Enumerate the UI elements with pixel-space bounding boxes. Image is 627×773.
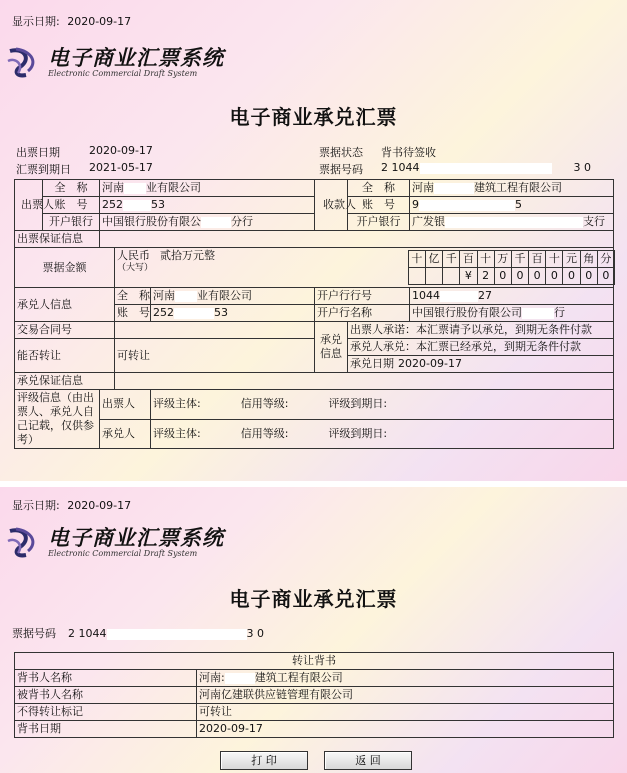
rating-row: 评级主体: 信用等级: 评级到期日: bbox=[151, 419, 614, 449]
accept-date: 承兑日期 2020-09-17 bbox=[348, 356, 614, 373]
drawer-bank-label: 开户银行 bbox=[43, 214, 100, 231]
endorser-name: 河南: 建筑工程有限公司 bbox=[197, 670, 614, 687]
payee-group-label: 收款人 bbox=[315, 180, 348, 231]
amount-digit-cell: ¥ bbox=[460, 268, 477, 285]
endorse-table bbox=[14, 652, 614, 738]
bill-no: 2 1044 3 0 bbox=[381, 161, 591, 174]
amount-unit-cell: 百 bbox=[529, 251, 546, 268]
rating-row: 评级主体: 信用等级: 评级到期日: bbox=[151, 390, 614, 420]
issue-date: 2020-09-17 bbox=[89, 144, 153, 157]
no-transfer-label: 不得转让标记 bbox=[15, 704, 197, 721]
ecds-logo bbox=[6, 45, 224, 81]
status-label: 票据状态 bbox=[319, 146, 363, 159]
amount-digit-cell: 0 bbox=[494, 268, 511, 285]
amount-digit-cell: 0 bbox=[511, 268, 528, 285]
transfer-label: 能否转让 bbox=[15, 339, 115, 373]
drawer-promise: 出票人承诺：本汇票请予以承兑，到期无条件付款 bbox=[348, 322, 614, 339]
drawer-guarantee-value bbox=[100, 231, 614, 248]
display-date: 显示日期: 2020-09-17 bbox=[12, 15, 132, 28]
amount-digit-cell bbox=[443, 268, 460, 285]
acceptor-name: 河南 业有限公司 bbox=[151, 288, 315, 305]
amount-unit-cell: 十 bbox=[477, 251, 494, 268]
drawer-name: 河南 业有限公司 bbox=[100, 180, 315, 197]
amount-unit-cell: 亿 bbox=[425, 251, 442, 268]
logo-cn-text: 电子商业汇票系统 bbox=[48, 525, 224, 550]
redaction-mask bbox=[420, 163, 552, 174]
issue-date-label: 出票日期 bbox=[16, 146, 60, 159]
print-button[interactable]: 打 印 bbox=[220, 751, 308, 770]
amount-digit-cell: 0 bbox=[546, 268, 563, 285]
amount-digit-cell: 0 bbox=[529, 268, 546, 285]
endorsement-panel bbox=[0, 487, 627, 773]
amount-unit-cell: 千 bbox=[443, 251, 460, 268]
endorser-label: 背书人名称 bbox=[15, 670, 197, 687]
logo-en-text: Electronic Commercial Draft System bbox=[48, 69, 198, 78]
acceptor-bank-no: 1044 27 bbox=[410, 288, 614, 305]
amount-unit-cell: 千 bbox=[511, 251, 528, 268]
endorse-bill-no: 票据号码 2 1044 3 0 bbox=[12, 627, 264, 640]
due-date: 2021-05-17 bbox=[89, 161, 153, 174]
acceptor-account-label: 账 号 bbox=[115, 305, 151, 322]
bill-title: 电子商业承兑汇票 bbox=[229, 105, 398, 129]
accept-info-label: 承兑信息 bbox=[315, 322, 348, 373]
amount-cell bbox=[115, 248, 614, 288]
drawer-guarantee-label: 出票保证信息 bbox=[15, 231, 100, 248]
status-value: 背书待签收 bbox=[381, 146, 436, 159]
endorse-date: 2020-09-17 bbox=[197, 721, 614, 738]
payee-name-label: 全 称 bbox=[348, 180, 410, 197]
amount-unit-cell: 十 bbox=[408, 251, 425, 268]
drawer-account-label: 账 号 bbox=[43, 197, 100, 214]
amount-digits-grid bbox=[408, 250, 615, 285]
payee-bank-label: 开户银行 bbox=[348, 214, 410, 231]
back-button[interactable]: 返 回 bbox=[324, 751, 412, 770]
rating-party: 出票人 bbox=[100, 390, 151, 420]
payee-name: 河南 建筑工程有限公司 bbox=[410, 180, 614, 197]
amount-unit-cell: 角 bbox=[580, 251, 597, 268]
amount-unit-cell: 元 bbox=[563, 251, 580, 268]
amount-unit-cell: 百 bbox=[460, 251, 477, 268]
acceptor-guarantee-value bbox=[115, 373, 614, 390]
drawer-bank: 中国银行股份有限公 分行 bbox=[100, 214, 315, 231]
redaction-mask bbox=[107, 629, 247, 640]
amount-digit-cell bbox=[425, 268, 442, 285]
amount-upper-note: （大写） bbox=[117, 263, 154, 273]
amount-label: 票据金额 bbox=[15, 248, 115, 288]
contract-label: 交易合同号 bbox=[15, 322, 115, 339]
logo-en-text: Electronic Commercial Draft System bbox=[48, 549, 198, 558]
acceptor-bank-no-label: 开户行行号 bbox=[315, 288, 410, 305]
amount-digit-cell bbox=[408, 268, 425, 285]
acceptor-account: 252 53 bbox=[151, 305, 315, 322]
due-date-label: 汇票到期日 bbox=[16, 163, 71, 176]
drawer-group-label: 出票人 bbox=[15, 180, 43, 231]
rating-label: 评级信息（由出票人、承兑人自己记载，仅供参考） bbox=[15, 390, 100, 449]
acceptor-promise: 承兑人承兑：本汇票已经承兑，到期无条件付款 bbox=[348, 339, 614, 356]
transfer-value: 可转让 bbox=[115, 339, 315, 373]
amount-digit-cell: 0 bbox=[563, 268, 580, 285]
display-date: 显示日期: 2020-09-17 bbox=[12, 499, 132, 512]
amount-digit-cell: 2 bbox=[477, 268, 494, 285]
logo-cn-text: 电子商业汇票系统 bbox=[48, 45, 224, 70]
acceptor-guarantee-label: 承兑保证信息 bbox=[15, 373, 115, 390]
amount-unit-cell: 十 bbox=[546, 251, 563, 268]
endorse-date-label: 背书日期 bbox=[15, 721, 197, 738]
logo-swirl-icon bbox=[6, 45, 44, 81]
amount-digit-cell: 0 bbox=[580, 268, 597, 285]
no-transfer-value: 可转让 bbox=[197, 704, 614, 721]
bill-no-label: 票据号码 bbox=[319, 163, 363, 176]
acceptor-bank-name: 中国银行股份有限公司 行 bbox=[410, 305, 614, 322]
endorse-section-title: 转让背书 bbox=[15, 653, 614, 670]
endorsee-name: 河南亿建联供应链管理有限公司 bbox=[197, 687, 614, 704]
payee-account-label: 账 号 bbox=[348, 197, 410, 214]
rating-party: 承兑人 bbox=[100, 419, 151, 449]
ecds-logo bbox=[6, 525, 224, 561]
acceptor-label: 承兑人信息 bbox=[15, 288, 115, 322]
contract-value bbox=[115, 322, 315, 339]
amount-words: 人民币 贰拾万元整 bbox=[117, 249, 215, 262]
amount-unit-cell: 分 bbox=[597, 251, 614, 268]
payee-bank: 广发银 支行 bbox=[410, 214, 614, 231]
drawer-name-label: 全 称 bbox=[43, 180, 100, 197]
payee-account: 9 5 bbox=[410, 197, 614, 214]
endorse-title: 电子商业承兑汇票 bbox=[229, 587, 398, 611]
logo-swirl-icon bbox=[6, 525, 44, 561]
bill-table bbox=[14, 179, 614, 449]
amount-unit-cell: 万 bbox=[494, 251, 511, 268]
acceptor-bank-name-label: 开户行名称 bbox=[315, 305, 410, 322]
endorsee-label: 被背书人名称 bbox=[15, 687, 197, 704]
drawer-account: 252 53 bbox=[100, 197, 315, 214]
acceptor-name-label: 全 称 bbox=[115, 288, 151, 305]
amount-digit-cell: 0 bbox=[597, 268, 614, 285]
